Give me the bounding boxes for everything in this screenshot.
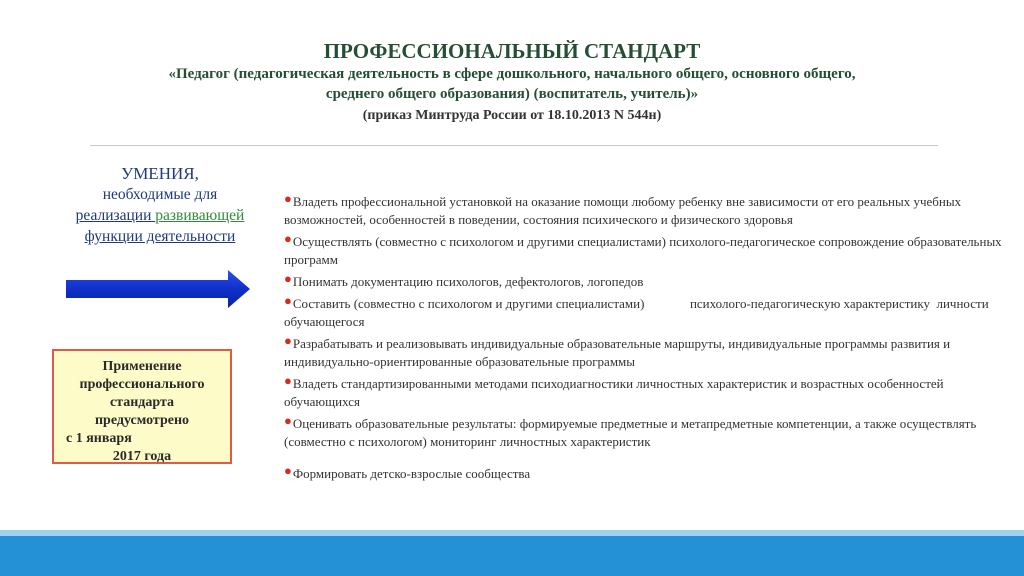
note-line-4: предусмотрено — [94, 413, 190, 428]
right-arrow-icon — [66, 270, 250, 308]
order-reference: (приказ Минтруда России от 18.10.2013 N 544н) — [362, 108, 662, 123]
skills-list — [284, 193, 1004, 487]
bullet-icon: ● — [284, 463, 292, 478]
effective-date-note — [52, 349, 232, 464]
slide-header — [0, 38, 1024, 126]
bullet-icon: ● — [284, 231, 292, 246]
bullet-icon: ● — [284, 271, 292, 286]
bullet-icon: ● — [284, 333, 292, 348]
note-line-1: Применение — [102, 359, 182, 374]
list-item: ●Понимать документацию психологов, дефектологов, логопедов — [284, 271, 644, 289]
list-item: ●Осуществлять (совместно с психологом и другими специалистами) психолого-педагогическое сопровождение образовательных программ — [284, 231, 1002, 267]
skills-line-1: необходимые для — [102, 186, 218, 203]
bullet-icon: ● — [284, 413, 292, 428]
skills-line-2a: реализации — [75, 207, 156, 224]
list-item: ●Разрабатывать и реализовывать индивидуальные образовательные маршруты, индивидуальные программы развития и индивидуально-ориентированные образовательные программы — [284, 333, 951, 369]
bullet-icon: ● — [284, 373, 292, 388]
note-line-6: 2017 года — [112, 449, 172, 464]
bullet-icon: ● — [284, 191, 292, 206]
note-line-2: профессионального — [79, 377, 205, 392]
slide-subtitle: «Педагог (педагогическая деятельность в сфере дошкольного, начального общего, основного общего, среднего общего образования) (воспитатель, учитель)» — [168, 66, 856, 102]
slide-title: ПРОФЕССИОНАЛЬНЫЙ СТАНДАРТ — [323, 39, 701, 63]
list-item: ●Владеть профессиональной установкой на оказание помощи любому ребенку вне зависимости от его реальных учебных возможностей, особенностей в поведении, состояния психического и физического здоровья — [284, 191, 962, 227]
footer-bar — [0, 536, 1024, 576]
note-line-5: с 1 января — [66, 431, 132, 446]
skills-line-2b: развивающей — [155, 207, 245, 224]
skills-line-3: функции деятельности — [84, 228, 236, 245]
list-item: ●Составить (совместно с психологом и другими специалистами) психолого-педагогическую характеристику личности обучающегося — [284, 293, 992, 329]
skills-heading: УМЕНИЯ, — [121, 164, 199, 183]
note-line-3: стандарта — [109, 395, 175, 410]
list-item: ●Оценивать образовательные результаты: формируемые предметные и метапредметные компетенции, а также осуществлять (совместно с психологом) мониторинг личностных характеристик — [284, 413, 977, 449]
list-item: ●Формировать детско-взрослые сообщества — [284, 463, 531, 481]
list-item: ●Владеть стандартизированными методами психодиагностики личностных характеристик и возрастных особенностей обучающихся — [284, 373, 944, 409]
divider-line — [90, 145, 938, 146]
skills-caption — [55, 163, 265, 247]
bullet-icon: ● — [284, 293, 292, 308]
skills-line-2 — [55, 205, 265, 226]
